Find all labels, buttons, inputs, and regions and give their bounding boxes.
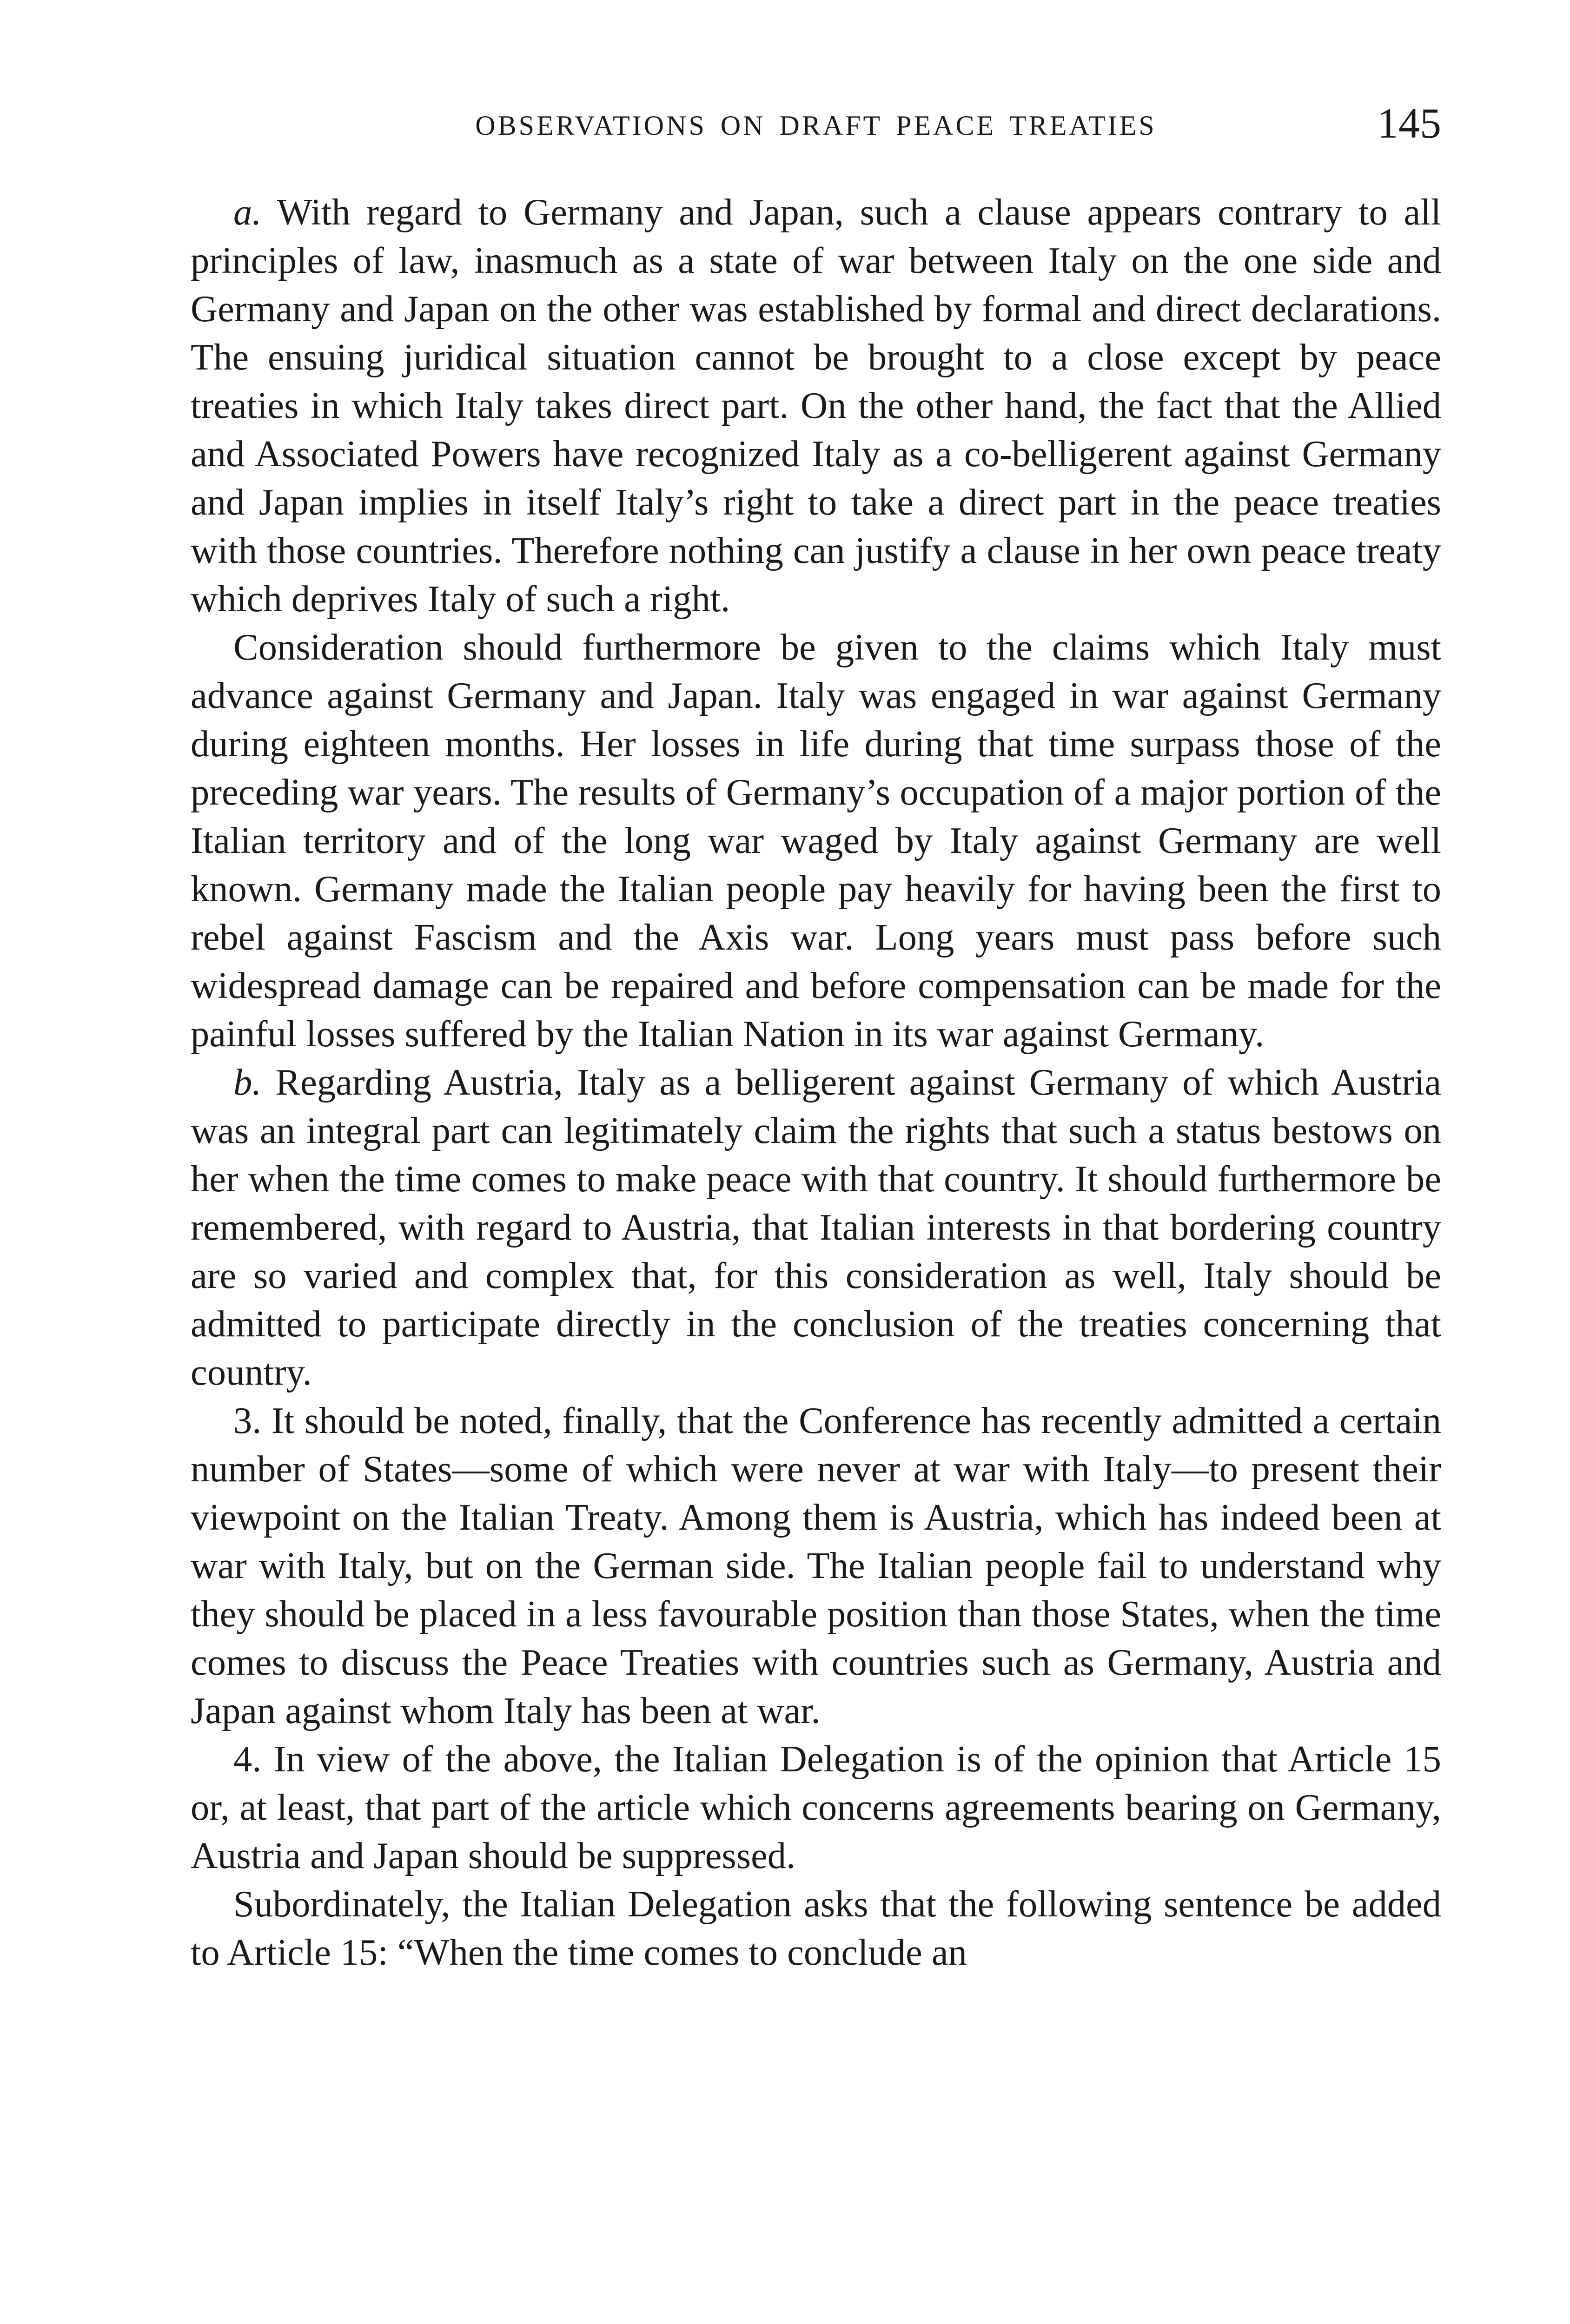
paragraph-label-b: b.: [233, 1062, 262, 1103]
page-number: 145: [1377, 99, 1441, 147]
paragraph-text: 4. In view of the above, the Italian Delegation is of the opinion that Article 15 or, at least, that part of the article which concerns agreements bearing on Germany, Austria and Japan should be suppressed.: [191, 1738, 1441, 1876]
paragraph-3: [191, 1397, 1441, 1735]
paragraph-text: Consideration should furthermore be given to the claims which Italy must advance against Germany and Japan. Italy was engaged in war against Germany during eighteen months. Her losses in life during that time surpass those of the preceding war years. The results of Germany’s occupation of a major portion of the Italian territory and of the long war waged by Italy against Germany are well known. Germany made the Italian people pay heavily for having been the first to rebel against Fascism and the Axis war. Long years must pass before such widespread damage can be repaired and before compensation can be made for the painful losses suffered by the Italian Nation in its war against Germany.: [191, 627, 1441, 1055]
paragraph-text: Regarding Austria, Italy as a belligerent against Germany of which Austria was an integral part can legitimately claim the rights that such a status bestows on her when the time comes to make peace with that country. It should furthermore be remembered, with regard to Austria, that Italian interests in that bordering country are so varied and complex that, for this consideration as well, Italy should be admitted to participate directly in the conclusion of the treaties concerning that country.: [191, 1062, 1441, 1393]
running-title: OBSERVATIONS ON DRAFT PEACE TREATIES: [475, 110, 1157, 141]
paragraph-text: 3. It should be noted, finally, that the Conference has recently admitted a certain number of States—some of which were never at war with Italy—to present their viewpoint on the Italian Treaty. Among them is Austria, which has indeed been at war with Italy, but on the German side. The Italian people fail to understand why they should be placed in a less favourable position than those States, when the time comes to discuss the Peace Treaties with countries such as Germany, Austria and Japan against whom Italy has been at war.: [191, 1400, 1441, 1731]
paragraph-subordinately: [191, 1880, 1441, 1977]
paragraph-4: [191, 1735, 1441, 1880]
body-text: [191, 188, 1441, 1977]
paragraph-claims: [191, 623, 1441, 1058]
paragraph-text: With regard to Germany and Japan, such a clause appears contrary to all principles of law, inasmuch as a state of war between Italy on the one side and Germany and Japan on the other was established by formal and direct declarations. The ensuing juridical situation cannot be brought to a close except by peace treaties in which Italy takes direct part. On the other hand, the fact that the Allied and Associated Powers have recognized Italy as a co-belligerent against Germany and Japan implies in itself Italy’s right to take a direct part in the peace treaties with those countries. Therefore nothing can justify a clause in her own peace treaty which deprives Italy of such a right.: [191, 191, 1441, 620]
paragraph-text: Subordinately, the Italian Delegation asks that the following sentence be added to Article 15: “When the time comes to conclude an: [191, 1883, 1441, 1973]
paragraph-label-a: a.: [233, 191, 262, 233]
paragraph-a: [191, 188, 1441, 623]
paragraph-b: [191, 1058, 1441, 1397]
running-head: [191, 99, 1441, 156]
